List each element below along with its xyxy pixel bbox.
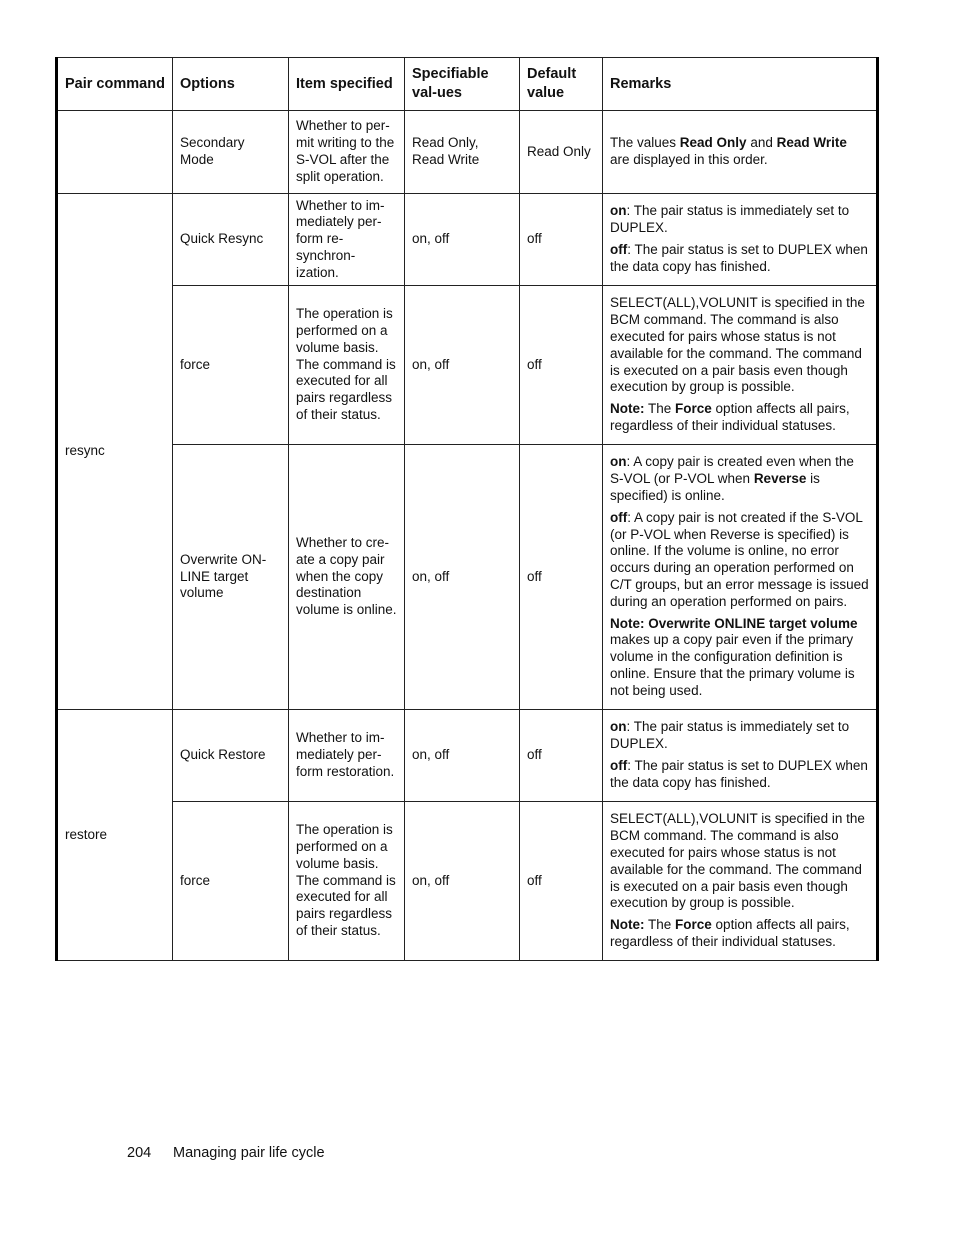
header-specifiable-values: Specifiable val-ues (405, 58, 520, 111)
remark-text: : The pair status is immediately set to DUPLEX. (610, 719, 850, 752)
remark-bold: Note: (610, 401, 645, 417)
table-row (57, 445, 878, 710)
remark-on (610, 203, 869, 237)
values-cell: Read Only, Read Write (405, 111, 520, 194)
remarks-cell (603, 802, 878, 961)
remark-text: : The pair status is set to DUPLEX when the data copy has finished. (610, 758, 868, 790)
values-cell: on, off (405, 802, 520, 961)
remark-off (610, 510, 869, 611)
values-cell: on, off (405, 286, 520, 445)
remark-note (610, 401, 869, 435)
remark-bold: Read Write (776, 135, 847, 151)
remark-text: : A copy pair is created even when the S-VOL (or P-VOL when (610, 454, 854, 487)
header-options: Options (173, 58, 289, 111)
section-title: Managing pair life cycle (173, 1145, 325, 1161)
remark-text: The (644, 401, 676, 417)
item-cell: The operation is performed on a volume basis. The command is executed for all pairs regardless of their status. (289, 802, 405, 961)
remark-text: The values (610, 135, 680, 151)
remark-bold: Reverse (753, 471, 807, 487)
remark-bold: Force (675, 917, 712, 933)
remark-text: : A copy pair is not created if the S-VOL (or P-VOL when Reverse is specified) is online. If the volume is online, no error occurs during an operation performed on C/T groups, but an error message is issued during an operation performed on pairs. (610, 509, 869, 609)
table-row (57, 802, 878, 961)
option-cell: Quick Resync (173, 194, 289, 286)
remark-bold: Force (675, 401, 712, 417)
table-row (57, 710, 878, 802)
remark-note (610, 616, 869, 700)
remark-text: The (644, 917, 676, 933)
remark-paragraph (610, 135, 869, 169)
option-cell: force (173, 802, 289, 961)
remark-bold: on (610, 719, 627, 735)
item-cell: Whether to cre-ate a copy pair when the copy destination volume is online. (289, 445, 405, 710)
remark-bold: off (610, 242, 628, 257)
pair-command-restore: restore (57, 710, 173, 961)
remark-paragraph: SELECT(ALL),VOLUNIT is specified in the BCM command. The command is also executed for pairs whose status is not available for the command. The command is executed on a pair basis even though execution by group is possible. (610, 811, 865, 911)
item-cell: Whether to im-mediately per-form restoration. (289, 710, 405, 802)
item-cell: Whether to per-mit writing to the S-VOL after the split operation. (289, 111, 405, 194)
header-remarks: Remarks (603, 58, 878, 111)
item-cell: Whether to im-mediately per-form re-synchron-ization. (289, 194, 405, 286)
remark-text: : The pair status is immediately set to DUPLEX. (610, 203, 850, 236)
default-cell: off (520, 710, 603, 802)
remarks-cell (603, 286, 878, 445)
remarks-cell (603, 194, 878, 286)
table-row (57, 286, 878, 445)
remark-text: is specified) is online. (610, 471, 820, 504)
remark-text: and (746, 135, 777, 151)
default-cell: Read Only (520, 111, 603, 194)
table-row (57, 194, 878, 286)
table-header-row (57, 58, 878, 111)
option-cell: Secondary Mode (173, 111, 289, 194)
remark-paragraph: SELECT(ALL),VOLUNIT is specified in the BCM command. The command is also executed for pairs whose status is not available for the command. The command is executed on a pair basis even though execution by group is possible. (610, 295, 865, 395)
remarks-cell (603, 710, 878, 802)
remark-text: are displayed in this order. (610, 152, 768, 167)
values-cell: on, off (405, 710, 520, 802)
pair-command-options-table (55, 57, 879, 961)
remark-bold: on (610, 454, 627, 470)
remark-bold: off (610, 509, 628, 525)
remark-off (610, 242, 869, 276)
remarks-cell (603, 445, 878, 710)
default-cell: off (520, 194, 603, 286)
header-default-value: Default value (520, 58, 603, 111)
remark-text: : The pair status is set to DUPLEX when the data copy has finished. (610, 242, 868, 274)
option-cell: force (173, 286, 289, 445)
remark-bold: Note: (610, 917, 645, 933)
remark-bold: off (610, 758, 628, 773)
remarks-cell (603, 111, 878, 194)
values-cell: on, off (405, 194, 520, 286)
default-cell: off (520, 802, 603, 961)
item-cell: The operation is performed on a volume basis. The command is executed for all pairs regardless of their status. (289, 286, 405, 445)
remark-bold: Note: Overwrite ONLINE target volume (610, 615, 858, 631)
option-cell: Overwrite ON-LINE target volume (173, 445, 289, 710)
page-footer (127, 1145, 325, 1161)
table-row (57, 111, 878, 194)
pair-command-cell-empty (57, 111, 173, 194)
remark-bold: on (610, 203, 627, 219)
option-cell: Quick Restore (173, 710, 289, 802)
values-cell: on, off (405, 445, 520, 710)
pair-command-resync: resync (57, 194, 173, 710)
default-cell: off (520, 445, 603, 710)
remark-off (610, 758, 869, 792)
remark-on (610, 454, 869, 504)
remark-on (610, 719, 869, 753)
remark-bold: Read Only (679, 135, 747, 151)
remark-text: makes up a copy pair even if the primary volume in the configuration definition is online. Ensure that the primary volume is not being used. (610, 632, 855, 698)
page-number: 204 (127, 1145, 152, 1161)
remark-text: option affects all pairs, regardless of their individual statuses. (610, 917, 850, 949)
header-item-specified: Item specified (289, 58, 405, 111)
default-cell: off (520, 286, 603, 445)
remark-text: option affects all pairs, regardless of their individual statuses. (610, 401, 850, 433)
remark-note (610, 917, 869, 951)
header-pair-command: Pair command (57, 58, 173, 111)
